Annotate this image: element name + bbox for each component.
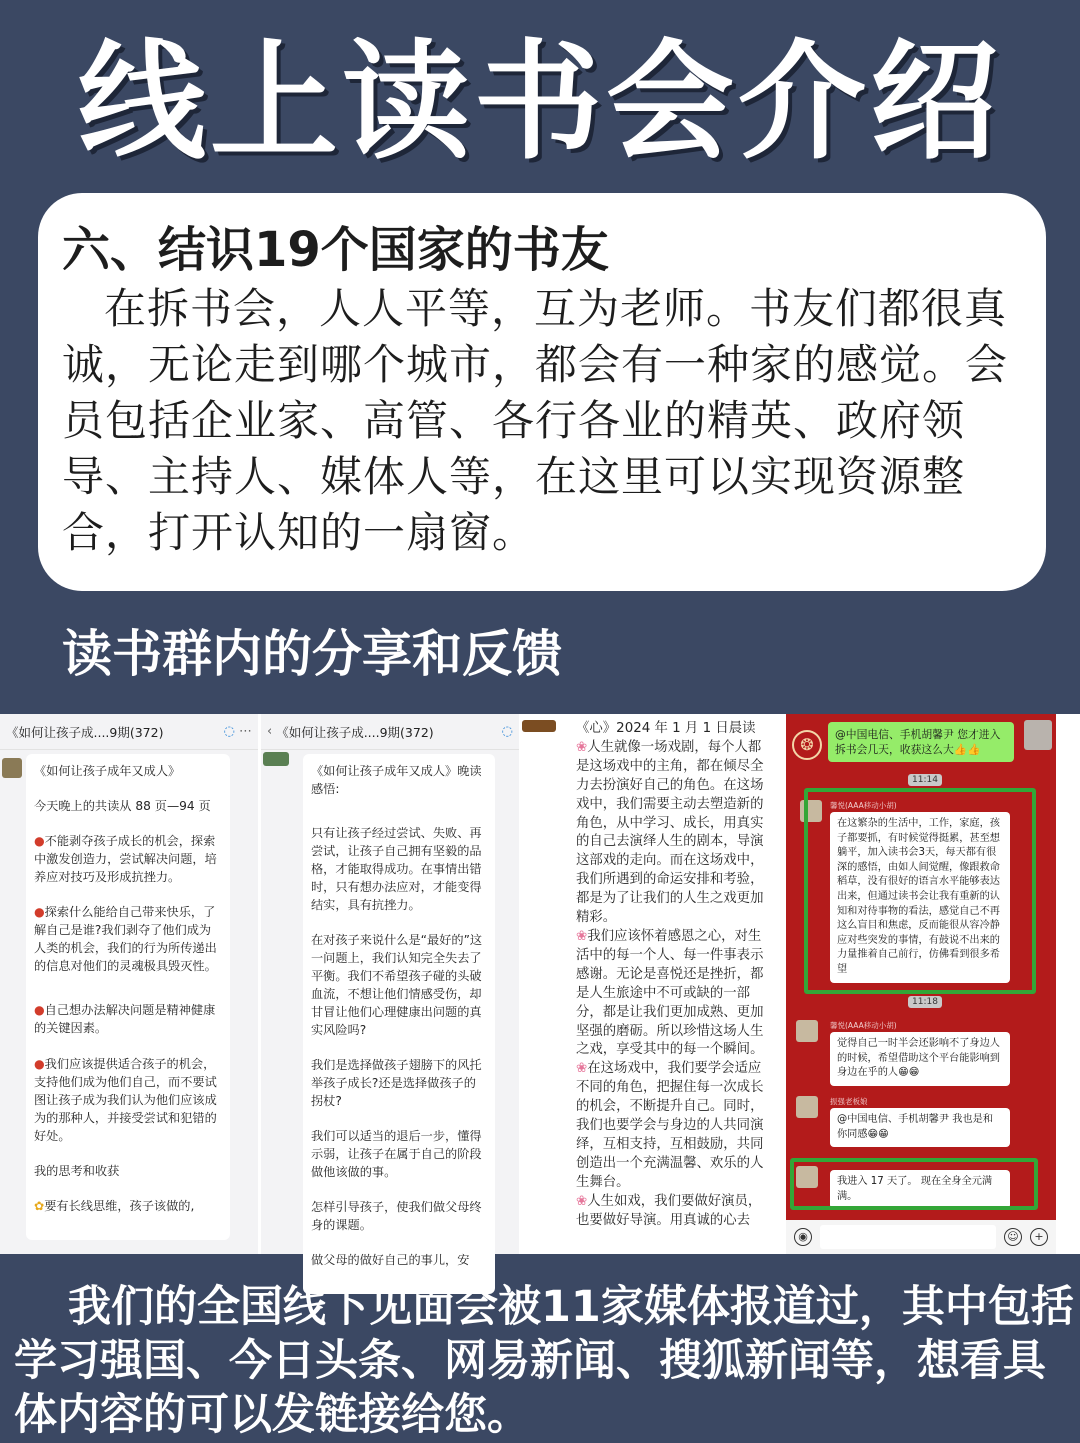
back-arrow-icon[interactable]: ‹: [267, 724, 273, 739]
chat-title: 《如何让孩子成....9期(372): [6, 724, 164, 740]
message-bubble: [303, 754, 495, 1294]
message-line: 今天晚上的共读从 88 页—94 页: [34, 799, 211, 813]
intro-body-text: 在拆书会，人人平等，互为老师。书友们都很真诚，无论走到哪个城市，都会有一种家的感觉。会员包括企业家、高管、各行各业的精英、政府领导、主持人、媒体人等，在这里可以实现资源整合，打开认知的一扇窗。: [62, 284, 1009, 557]
message-line: 我的思考和收获: [34, 1164, 120, 1178]
message-line: 我们应该怀着感恩之心，对生活中的每一个人、每一件事表示感谢。无论是喜悦还是挫折，都是人生旅途中不可或缺的一部分，都是让我们更加成熟、更加坚强的磨砺。所以珍惜这场人生之戏，享受其中的每一个瞬间。: [576, 928, 764, 1058]
message-line: 《如何让孩子成年又成人》: [34, 764, 181, 778]
main-title: 线上读书会介绍: [77, 28, 1002, 177]
reading-text: [576, 720, 772, 1230]
flower-icon: ❀: [576, 1193, 588, 1209]
chat-screenshot-1: [0, 714, 258, 1254]
message-line: 探索什么能给自己带来快乐，了解自己是谁?我们剥夺了他们成为人类的机会，我们的行为所传递出的信息对他们的灵魂极具毁灭性。: [34, 905, 217, 973]
chat-screenshot-2: [261, 714, 519, 1267]
chat-header: [261, 714, 519, 750]
red-dot-icon: ●: [34, 1003, 45, 1017]
flower-icon: ❀: [576, 739, 588, 755]
sender-name: 振强老板娘: [830, 1097, 868, 1106]
chat-input-bar: [786, 1220, 1056, 1254]
intro-heading: 六、结识19个国家的书友: [62, 222, 609, 278]
chat-title: 《如何让孩子成....9期(372): [276, 724, 434, 740]
message-bubble-white: 我进入 17 天了。 现在全身全元满满。: [830, 1170, 1010, 1209]
message-line: 怎样引导孩子，使我们做父母终身的课题。: [311, 1200, 482, 1232]
sunflower-icon: ✿: [34, 1199, 45, 1213]
message-line: 只有让孩子经过尝试、失败、再尝试，让孩子自己拥有坚毅的品格，才能取得成功。在事情出错时，只有想办法应对，才能变得结实，具有抗挫力。: [311, 826, 482, 912]
message-line: 我们是选择做孩子翅膀下的风托举孩子成长?还是选择做孩子的拐杖?: [311, 1058, 482, 1108]
avatar: [2, 758, 22, 778]
flower-icon: ❀: [576, 1061, 588, 1077]
message-bubble-white: 在这繁杂的生活中，工作，家庭，孩子都要抓，有时候觉得挺累，甚至想躺平，加入读书会3天，每天都有很深的感悟，由如人间觉醒，像跟救命稻草，没有很好的语言水平能够表达出来，但通过读书会让我有重新的认知和对待事物的看法，感觉自己不再这么盲目和焦虑，反而能很从容冷静应对些突发的事情，有鼓说不出来的力量推着自己前行，仿佛看到很多希望: [830, 812, 1010, 983]
message-line: 《心》2024 年 1 月 1 日晨读: [576, 721, 756, 736]
message-line: 在对孩子来说什么是“最好的”这一问题上，我们认知完全失去了平衡。我们不希望孩子碰的头破血流，不想让他们情感受伤，却甘冒让他们心理健康出问题的真实风险吗?: [311, 933, 483, 1037]
message-line: 自己想办法解决问题是精神健康的关键因素。: [34, 1003, 216, 1035]
message-input[interactable]: [820, 1225, 996, 1249]
club-logo-icon: ❂: [792, 730, 822, 760]
message-line: 在这场戏中，我们要学会适应不同的角色，把握住每一次成长的机会，不断提升自己。同时，我们也要学会与身边的人共同演绎，互相支持，互相鼓励，共同创造出一个充满温馨、欢乐的人生舞台。: [576, 1061, 764, 1190]
loading-icon: ◌: [223, 724, 235, 739]
emoji-icon[interactable]: ☺: [1004, 1228, 1022, 1246]
sender-name: 馨悦(AAA移动小胡): [830, 801, 897, 810]
mini-avatar: [796, 1020, 818, 1042]
section-heading: 读书群内的分享和反馈: [62, 625, 562, 683]
highlight-box: [804, 788, 1036, 994]
avatar: [263, 752, 289, 766]
message-bubble-white: @中国电信、手机胡馨尹 我也是和你同感😁😁: [830, 1108, 1010, 1147]
message-line: 不能剥夺孩子成长的机会，探索中激发创造力，尝试解决问题，培养应对技巧及形成抗挫力。: [34, 834, 217, 884]
message-bubble-white: 觉得自己一时半会还影响不了身边人的时候，希望借助这个平台能影响到身边在乎的人😁😁: [830, 1032, 1010, 1086]
timestamp: 11:14: [908, 774, 942, 786]
voice-icon[interactable]: ◉: [794, 1228, 812, 1246]
message-line: 《如何让孩子成年又成人》晚读感悟:: [311, 764, 482, 796]
message-line: 要有长线思维，孩子该做的,: [44, 1199, 195, 1213]
screenshots-strip: [0, 714, 1080, 1267]
red-dot-icon: ●: [34, 1057, 45, 1071]
sender-name: 馨悦(AAA移动小胡): [830, 1021, 897, 1030]
mini-avatar: [796, 1096, 818, 1118]
message-bubble-green: @中国电信、手机胡馨尹 您才进入拆书会几天，收获这么大👍👍: [828, 722, 1014, 762]
message-line: 我们应该提供适合孩子的机会，支持他们成为他们自己，而不要试图让孩子成为我们认为他们应该成为的那种人，并接受尝试和犯错的好处。: [34, 1057, 217, 1143]
message-line: 我们可以适当的退后一步，懂得示弱，让孩子在属于自己的阶段做他该做的事。: [311, 1129, 482, 1179]
timestamp: 11:18: [908, 996, 942, 1008]
flower-icon: ❀: [576, 928, 588, 944]
footer-text: 我们的全国线下见面会被11家媒体报道过，其中包括学习强国、今日头条、网易新闻、搜狐新闻等，想看具体内容的可以发链接给您。: [14, 1282, 1074, 1440]
message-bubble: [26, 754, 230, 1240]
message-line: 人生如戏，我们要做好演员，也要做好导演。用真诚的心去: [576, 1193, 762, 1228]
highlight-box: [790, 1158, 1038, 1210]
chat-screenshot-3: [522, 714, 782, 1254]
chat-header: [0, 714, 258, 750]
message-line: 人生就像一场戏剧，每个人都是这场戏中的主角，都在倾尽全力去扮演好自己的角色。在这场戏中，我们需要主动去塑造新的角色，从中学习、成长，用真实的自己去演绎人生的剧本，导演这部戏的走向。而在这场戏中，我们所遇到的命运安排和考验，都是为了让我们的人生之戏更加精彩。: [576, 739, 764, 926]
message-line: 做父母的做好自己的事儿，安: [311, 1253, 470, 1267]
blurred-avatar: [1024, 720, 1052, 750]
intro-card: [38, 193, 1046, 591]
avatar: [522, 720, 556, 732]
red-dot-icon: ●: [34, 834, 45, 848]
red-dot-icon: ●: [34, 905, 45, 919]
plus-icon[interactable]: +: [1030, 1228, 1048, 1246]
intro-body: [62, 281, 1020, 561]
loading-icon: ◌: [501, 724, 513, 739]
more-icon[interactable]: ⋯: [239, 724, 252, 739]
chat-screenshot-4: [786, 714, 1056, 1254]
